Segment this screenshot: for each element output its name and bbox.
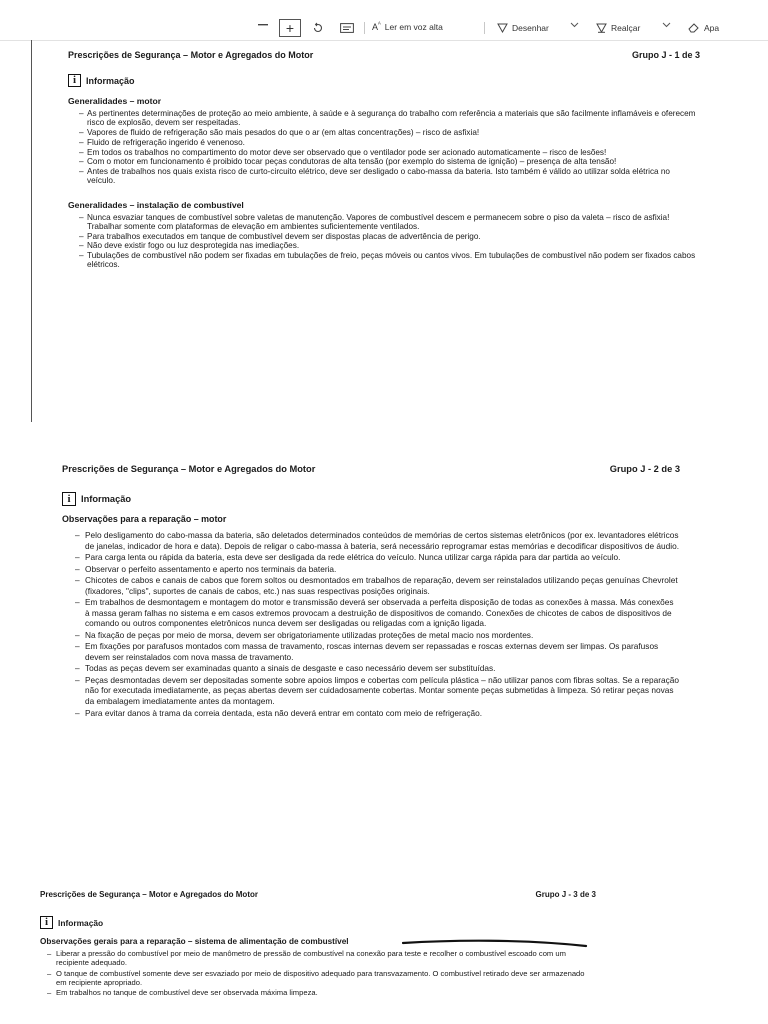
list-item: – Em todos os trabalhos no compartimento do motor deve ser observado que o ventilador pode ser acionado automaticamente – risco de lesões! xyxy=(68,148,700,157)
toolbar-divider xyxy=(364,22,365,34)
page-header xyxy=(62,464,680,478)
toolbar-divider xyxy=(484,22,485,34)
list-item: – Observar o perfeito assentamento e aperto nos terminais da bateria. xyxy=(62,564,680,575)
page-title: Prescrições de Segurança – Motor e Agregados do Motor xyxy=(68,50,314,60)
minus-icon xyxy=(258,24,268,26)
ink-annotation-stroke xyxy=(402,938,588,952)
section-heading: Observações gerais para a reparação – sistema de alimentação de combustível xyxy=(40,937,349,946)
page-title: Prescrições de Segurança – Motor e Agregados do Motor xyxy=(40,890,258,899)
draw-pen-icon xyxy=(497,22,508,33)
list-item: – Não deve existir fogo ou luz desprotegida nas imediações. xyxy=(68,241,700,250)
section-heading: Generalidades – instalação de combustível xyxy=(68,199,244,210)
list-item: – As pertinentes determinações de proteção ao meio ambiente, à saúde e à segurança do trabalho com referência a materiais que são facilmente inflamáveis e oferecem risco de explosão, devem ser respeitadas. xyxy=(68,109,700,127)
draw-button[interactable] xyxy=(497,22,549,33)
list-item: – Pelo desligamento do cabo-massa da bateria, são deletados determinados conteúdos de memórias de certos sistemas eletrônicos (por ex. levantadores elétricos de janelas, indicador de hora e data). Depois de religar o cabo-massa à bateria, será necessário reprogramar estas memórias e decodificar dispositivos de áudio. xyxy=(62,530,680,551)
document-page-1 xyxy=(68,50,700,270)
info-text: Informação xyxy=(81,494,132,504)
info-label xyxy=(62,492,680,506)
page-group-number: Grupo J - 2 de 3 xyxy=(609,464,680,474)
erase-button[interactable] xyxy=(688,22,719,33)
list-item: – Em fixações por parafusos montados com massa de travamento, roscas internas devem ser repassadas e roscas externas devem ser limpas. Os parafusos devem ser reinstalados com nova massa de travamento. xyxy=(62,641,680,662)
info-icon: i xyxy=(62,492,76,506)
list-item: – Peças desmontadas devem ser depositadas somente sobre apoios limpos e cobertas com película plástica – não utilizar panos com fibras soltas. Se a reparação não for executada imediatamente, as peças abertas devem ser cuidadosamente cobertas. Montar somente peças submetidas à limpeza. Só retirar peças novas da embalagem imediatamente antes da montagem. xyxy=(62,675,680,707)
bullet-list xyxy=(40,949,596,997)
list-item: – Vapores de fluido de refrigeração são mais pesados do que o ar (em altas concentrações) – risco de asfixia! xyxy=(68,128,700,137)
chevron-down-icon xyxy=(570,22,579,28)
list-item: – Fluido de refrigeração ingerido é venenoso. xyxy=(68,138,700,147)
rotate-icon xyxy=(312,22,324,34)
bullet-list xyxy=(68,213,700,270)
info-label xyxy=(68,74,700,87)
page-title: Prescrições de Segurança – Motor e Agregados do Motor xyxy=(62,464,316,474)
list-item: – Em trabalhos no tanque de combustível deve ser observada máxima limpeza. xyxy=(40,988,596,997)
section-heading: Observações para a reparação – motor xyxy=(62,514,227,524)
list-item: – O tanque de combustível somente deve ser esvaziado por meio de dispositivo adequado para transvazamento. O combustível retirado deve ser armazenado em recipiente apropriado. xyxy=(40,969,596,987)
highlight-label: Realçar xyxy=(611,22,641,33)
bullet-list xyxy=(62,530,680,718)
read-aloud-label: Ler em voz alta xyxy=(384,22,443,32)
info-icon: i xyxy=(40,916,53,929)
list-item: – Nunca esvaziar tanques de combustível sobre valetas de manutenção. Vapores de combustível descem e permanecem sobre o piso da valeta – risco de asfixia! Trabalhar somente com plataformas de elevação em ambientes suficientemente ventilados. xyxy=(68,213,700,231)
list-item: – Todas as peças devem ser examinadas quanto a sinais de desgaste e caso necessário devem ser substituídas. xyxy=(62,663,680,674)
erase-label: Apa xyxy=(704,22,720,33)
info-icon: i xyxy=(68,74,81,87)
highlight-options-button[interactable] xyxy=(662,22,671,28)
document-page-2 xyxy=(62,464,680,719)
list-item: – Liberar a pressão do combustível por meio de manômetro de pressão de combustível na conexão para teste e recolher o combustível escoado com um recipiente adequado. xyxy=(40,949,596,967)
chevron-down-icon xyxy=(662,22,671,28)
bullet-list xyxy=(68,109,700,186)
info-label xyxy=(40,916,596,929)
draw-label: Desenhar xyxy=(512,22,549,33)
list-item: – Tubulações de combustível não podem ser fixadas em tubulações de freio, peças móveis ou cantos vivos. Em tubulações de combustível não podem ser fixados cabos elétricos. xyxy=(68,251,700,269)
page-frame-edge xyxy=(31,40,32,422)
page-group-number: Grupo J - 3 de 3 xyxy=(535,890,596,899)
highlight-button[interactable] xyxy=(596,22,640,33)
page-view-icon xyxy=(340,23,354,33)
page-header xyxy=(40,890,596,904)
zoom-in-button[interactable]: + xyxy=(279,19,301,37)
page-group-number: Grupo J - 1 de 3 xyxy=(631,50,700,60)
list-item: – Antes de trabalhos nos quais exista risco de curto-circuito elétrico, deve ser desligado o cabo-massa da bateria. Isto também é válido ao utilizar solda elétrica no veículo. xyxy=(68,167,700,185)
list-item: – Chicotes de cabos e canais de cabos que forem soltos ou desmontados em trabalhos de reparação, devem ser reinstalados utilizando peças genuínas Chevrolet (fixadores, "clips", suportes de canais de cabos, etc.) nas suas respectivas posições originais. xyxy=(62,575,680,596)
rotate-button[interactable] xyxy=(312,22,324,34)
list-item: – Para trabalhos executados em tanque de combustível devem ser dispostas placas de advertência de perigo. xyxy=(68,232,700,241)
read-aloud-button[interactable] xyxy=(372,22,443,32)
list-item: – Na fixação de peças por meio de morsa, devem ser obrigatoriamente utilizadas proteções de metal macio nos mordentes. xyxy=(62,630,680,641)
info-text: Informação xyxy=(86,75,135,86)
list-item: – Em trabalhos de desmontagem e montagem do motor e transmissão deverá ser observada a perfeita disposição de todas as conexões à massa. Más conexões à massa geram falhas no sistema e em casos extremos provocam a destruição de dispositivos de comando. Conexões de chicotes de cabos de dispositivos de comando ou outros componentes eletrônicos nunca devem ser desligadas ou religadas com a ignição ligada. xyxy=(62,597,680,629)
highlighter-icon xyxy=(596,22,607,33)
eraser-icon xyxy=(688,22,700,33)
viewer-toolbar xyxy=(0,0,768,41)
read-aloud-icon: $A^ᴬ$ xyxy=(372,22,381,32)
zoom-out-button[interactable] xyxy=(258,24,268,26)
list-item: – Para evitar danos à trama da correia dentada, esta não deverá entrar em contato com meio de refrigeração. xyxy=(62,708,680,719)
page-header xyxy=(68,50,700,64)
info-text: Informação xyxy=(58,917,104,928)
draw-options-button[interactable] xyxy=(570,22,579,28)
list-item: – Para carga lenta ou rápida da bateria, esta deve ser desligada da rede elétrica do veículo. Nunca utilizar carga rápida para dar partida ao veículo. xyxy=(62,552,680,563)
list-item: – Com o motor em funcionamento é proibido tocar peças condutoras de alta tensão (por exemplo do sistema de ignição) – presença de alta tensão! xyxy=(68,157,700,166)
page-view-button[interactable] xyxy=(340,23,354,33)
section-heading: Generalidades – motor xyxy=(68,96,162,106)
